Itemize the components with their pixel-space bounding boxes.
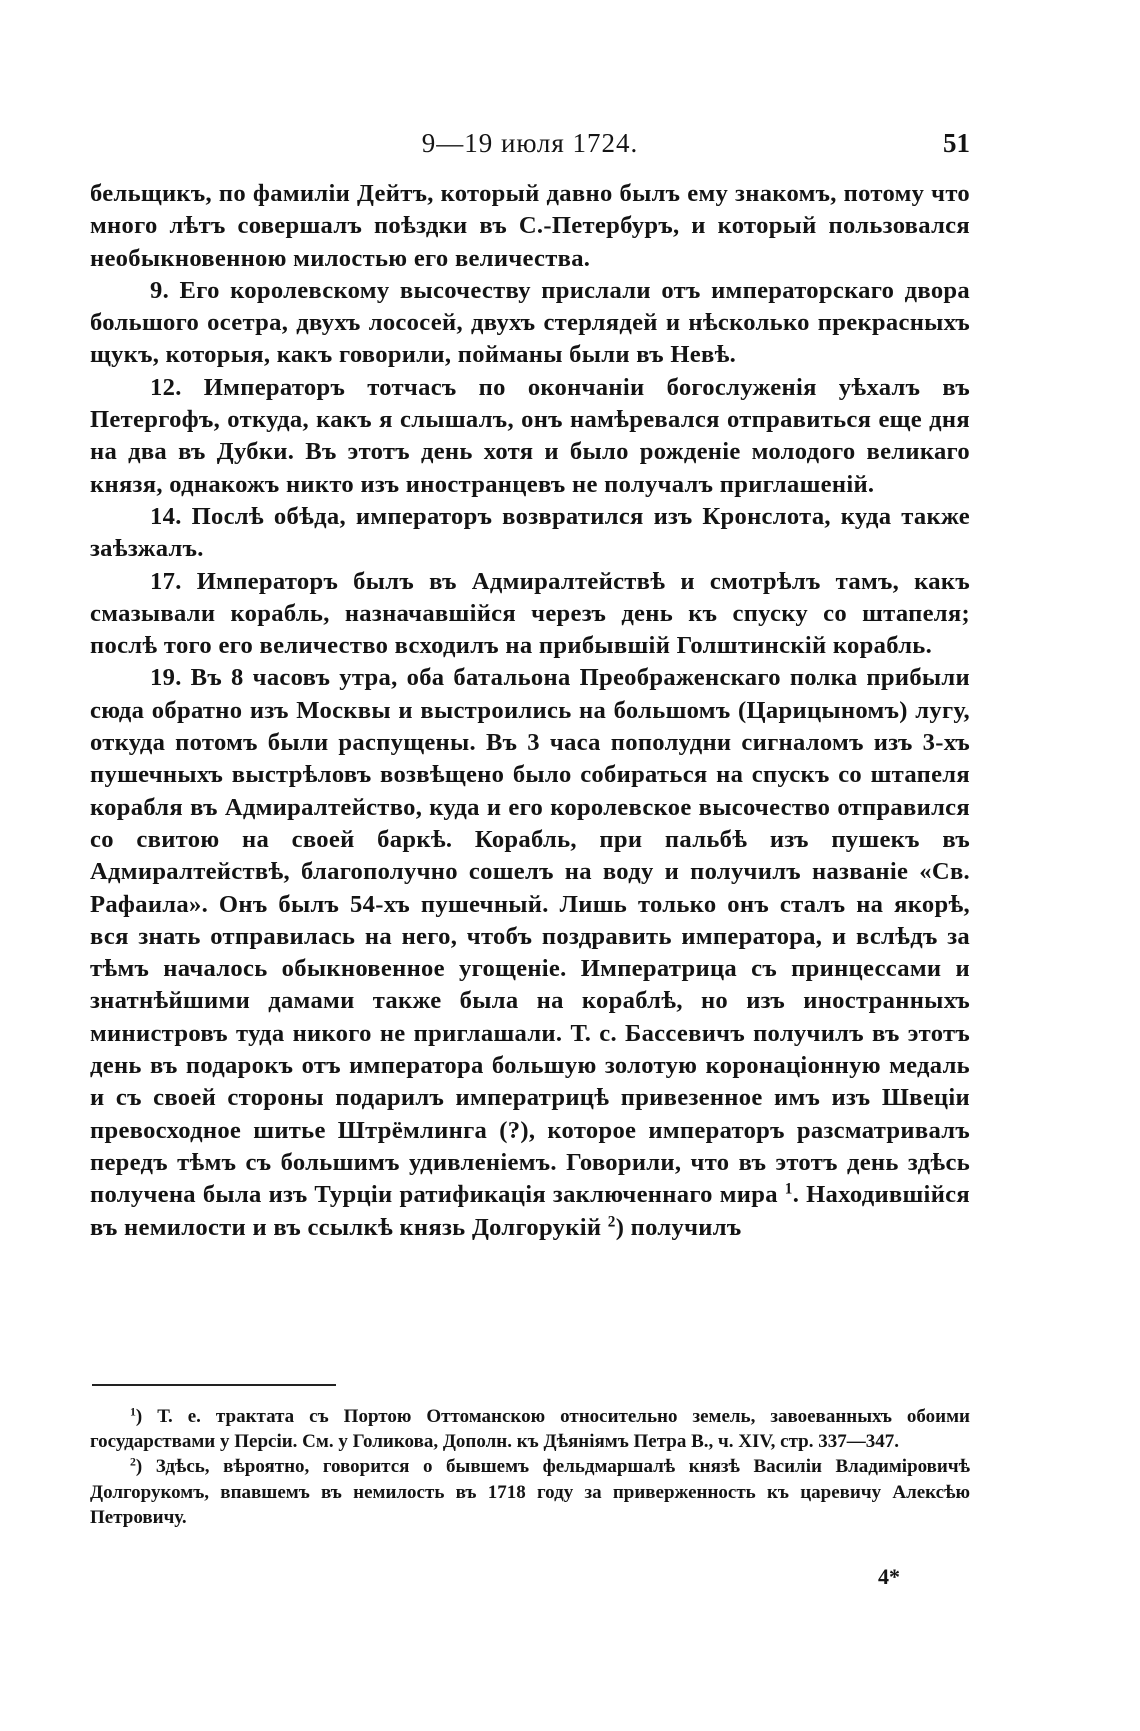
main-text [90,178,970,1244]
footnote-2 [90,1454,970,1530]
paragraph-entry-19 [90,662,970,1243]
entry-19-text-a: 19. Въ 8 часовъ утра, оба батальона Преображенскаго полка прибыли сюда обратно изъ Москвы и выстроились на большомъ (Царицыномъ) лугу, откуда потомъ были распущены. Въ 3 часа пополудни сигналомъ изъ 3-хъ пушечныхъ выстрѣловъ возвѣщено было собираться на спускъ со штапеля корабля въ Адмиралтейство, куда и его королевское высочество отправился со свитою на своей баркѣ. Корабль, при пальбѣ изъ пушекъ въ Адмиралтействѣ, благополучно сошелъ на воду и получилъ названіе «Св. Рафаила». Онъ былъ 54-хъ пушечный. Лишь только онъ сталъ на якорѣ, вся знать отправилась на него, чтобъ поздравить императора, и вслѣдъ за тѣмъ началось обыкновенное угощеніе. Императрица съ принцессами и знатнѣйшими дамами также была на кораблѣ, но изъ иностранныхъ министровъ туда никого не приглашали. Т. с. Бассевичъ получилъ въ этотъ день въ подарокъ отъ императора большую золотую коронаціонную медаль и съ своей стороны подарилъ императрицѣ привезенное имъ изъ Швеціи превосходное шитье Штрёмлинга (?), которое императоръ разсматривалъ передъ тѣмъ съ большимъ удивленіемъ. Говорили, что въ этотъ день здѣсь получена была изъ Турціи ратификація заключеннаго мира [90,664,970,1209]
footnote-marker: 2 [130,1455,136,1469]
footnote-ref-2: 2 [607,1213,616,1231]
footnote-marker: 1 [130,1405,136,1419]
paragraph-continued: бельщикъ, по фамиліи Дейтъ, который давно былъ ему знакомъ, потому что много лѣтъ совершалъ поѣздки въ С.-Петербуръ, и который пользовался необыкновенною милостью его величества. [90,180,970,272]
footnote-1 [90,1404,970,1454]
footnote-divider [92,1384,336,1386]
entry-19-text-c: ) получилъ [615,1213,742,1241]
footnotes [90,1404,970,1530]
running-header [90,128,970,162]
footnote-text: ) Т. е. трактата съ Портою Оттоманскою относительно земель, завоеванныхъ обоими государствами у Персіи. См. у Голикова, Дополн. къ Дѣяніямъ Петра В., ч. XIV, стр. 337—347. [90,1406,970,1453]
entry-19-text-b: . Находившійся въ немилости и въ ссылкѣ князь Долгорукій [90,1181,970,1241]
footnote-ref-1: 1 [784,1180,793,1198]
paragraph-entry-14: 14. Послѣ обѣда, императоръ возвратился изъ Кронслота, куда также заѣзжалъ. [90,502,970,563]
header-title: 9—19 июля 1724. [421,128,639,158]
page-number: 51 [943,128,970,158]
footnote-text: ) Здѣсь, вѣроятно, говорится о бывшемъ фельдмаршалѣ князѣ Василіи Владиміровичѣ Долгорукомъ, впавшемъ въ немилость въ 1718 году за приверженность къ царевичу Алексѣю Петровичу. [90,1456,970,1528]
paragraph-entry-17: 17. Императоръ былъ въ Адмиралтействѣ и смотрѣлъ тамъ, какъ смазывали корабль, назначавшійся черезъ день къ спуску со штапеля; послѣ того его величество всходилъ на прибывшій Голштинскій корабль. [90,567,970,660]
signature-mark: 4* [878,1564,900,1589]
paragraph-entry-9: 9. Его королевскому высочеству прислали отъ императорскаго двора большого осетра, двухъ лососей, двухъ стерлядей и нѣсколько прекрасныхъ щукъ, которыя, какъ говорили, пойманы были въ Невѣ. [90,276,970,369]
paragraph-entry-12: 12. Императоръ тотчасъ по окончаніи богослуженія уѣхалъ въ Петергофъ, откуда, какъ я слышалъ, онъ намѣревался отправиться еще дня на два въ Дубки. Въ этотъ день хотя и было рожденіе молодого великаго князя, однакожъ никто изъ иностранцевъ не получалъ приглашеній. [90,373,970,498]
